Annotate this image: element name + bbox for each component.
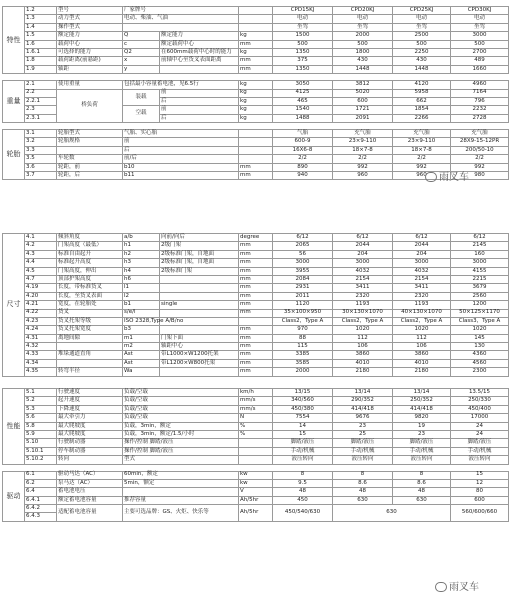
table-row: 4.7 顶部护架高度 h6 mm 2084 2154 2154 2215 xyxy=(3,275,509,283)
spec-table-dimensions xyxy=(2,233,509,377)
table-row: 5.10.1 停车制动器 操作/控制 脚踏/液压 手动/机械 手动/机械 手动/机械 手动/机械 xyxy=(3,447,509,455)
table-row: 5.9 最大爬坡度 负载，3min，额定/1.5/小时 % 15 25 23 24 xyxy=(3,430,509,438)
table-row: 6.4.1 额定蓄电池容量 推荐容量 Ah/5hr 450 630 630 600 xyxy=(3,496,509,504)
table-row: 2.3 空载 前 kg 1540 1721 1854 2232 xyxy=(3,106,509,114)
table-row: 4.32 m2 轴距中心 mm 115 106 106 130 xyxy=(3,343,509,351)
table-row: 4.4 标准起升高度 h3 2级标准门架，自地面 mm 3000 3000 3000 3000 xyxy=(3,259,509,267)
wechat-icon xyxy=(435,582,447,592)
table-row: 1.5 额定能力 Q 额定能力 kg 1500 2000 2500 3000 xyxy=(3,32,509,40)
model-cpd25kj: CPD25KJ xyxy=(393,7,451,15)
table-row: 4.31 离地间隙 m1 门架下面 mm 88 112 112 145 xyxy=(3,334,509,342)
table-row: 6.4.3 xyxy=(3,513,509,521)
table-row: 3.6 轮距，前 b10 mm 890 992 992 992 xyxy=(3,163,509,171)
table-row: 性能 5.1 行驶速度 负载/空载 km/h 13/15 13/14 13/14 13.5/15 xyxy=(3,389,509,397)
table-row: 4.33 堆垛通道直角 Ast 带L1000×W1200托架 mm 3385 3860 3860 4360 xyxy=(3,351,509,359)
table-row: 2.3.1 后 kg 1488 2091 2266 2728 xyxy=(3,114,509,122)
model-cpd15kj: CPD15KJ xyxy=(273,7,333,15)
table-row: 重量 2.1 使用重量 包括最小容量蓄电池，见6.5行 kg 3050 3812 4120 4960 xyxy=(3,81,509,89)
model-cpd20kj: CPD20KJ xyxy=(333,7,393,15)
table-row: 4.21 宽度，在轮胎处 b1 single mm 1120 1193 1193 1200 xyxy=(3,301,509,309)
table-row: 4.34 Ast 带L1200×W800托架 mm 3585 4010 4010 4560 xyxy=(3,359,509,367)
table-row: 4.5 门架高度，伸出 h4 2级标准门架 mm 3955 4032 4032 4155 xyxy=(3,267,509,275)
group-label-weight: 重量 xyxy=(3,81,25,123)
group-label-performance: 性能 xyxy=(3,389,25,465)
group-label-drive: 驱动 xyxy=(3,471,25,521)
table-row: 3.2 轮胎规格 前 600-9 23×9-110 23×9-110 28X9-15-12PR xyxy=(3,138,509,146)
spec-table-performance xyxy=(2,388,509,522)
group-label-tech: 特性 xyxy=(3,7,25,74)
table-row: 2.2 桥负荷 装载 前 kg 4125 5020 5958 7164 xyxy=(3,89,509,97)
table-row: 4.20 长度，至货叉表面 l2 mm 2011 2320 2320 2560 xyxy=(3,292,509,300)
table-row: 尺寸 4.1 倾斜角度 a/b 向前/向后 degree 6/12 6/12 6/12 6/12 xyxy=(3,234,509,242)
table-row: 4.24 货叉托架宽度 b3 mm 970 1020 1020 1020 xyxy=(3,326,509,334)
table-row: 特性 1.2 型号 厂家牌号 CPD15KJ CPD20KJ CPD25KJ CPD30KJ xyxy=(3,7,509,15)
table-row: 3.3 后 16X6-8 18×7-8 18×7-8 200/50-10 xyxy=(3,146,509,154)
table-row: 4.23 货叉托架等级 ISO 2328,Type A/B/no Class2，Type A Class2，Type A Class2，Type A Class3，Type A xyxy=(3,317,509,325)
table-row: 5.2 起升速度 负载/空载 mm/s 340/560 290/352 250/352 250/330 xyxy=(3,397,509,405)
table-row: 6.4 蓄电池电压 V 48 48 48 80 xyxy=(3,488,509,496)
table-row: 5.6 最大牵引力 负载/空载 N 7554 9676 9820 17000 xyxy=(3,414,509,422)
table-row: 6.4.2 适配蓄电池容量 主要可选品牌：GS、火炬、快乐等 Ah/5hr 450/540/630 630 560/600/660 xyxy=(3,505,509,513)
table-row: 5.3 下降速度 负载/空载 mm/s 450/380 414/418 414/418 450/400 xyxy=(3,405,509,413)
table-row: 驱动 6.1 驱动马达（AC） 60min，额定 kw 8 8 8 15 xyxy=(3,471,509,479)
table-row: 3.5 车轮数 前/后 2/2 2/2 2/2 2/2 xyxy=(3,155,509,163)
table-row: 5.10 行驶制动器 操作/控制 脚踏/液压 脚踏/液压 脚踏/液压 脚踏/液压 脚踏/液压 xyxy=(3,439,509,447)
wechat-icon xyxy=(425,172,437,182)
group-label-wheels: 轮胎 xyxy=(3,130,25,180)
table-row: 6.2 泵马达（AC） 5min，额定 kw 9.5 8.6 8.6 12 xyxy=(3,479,509,487)
table-row: 4.22 货叉 s/e/l mm 35×100×950 30×130×1070 40×130×1070 50×125×1170 xyxy=(3,309,509,317)
table-row: 4.35 转弯半径 Wa mm 2000 2180 2180 2300 xyxy=(3,368,509,376)
model-cpd30kj: CPD30KJ xyxy=(451,7,509,15)
table-row: 1.6.1 可选择的能力 Q2 在600mm载荷中心时的能力 kg 1350 1800 2250 2700 xyxy=(3,48,509,56)
watermark-top: 雨叉车 xyxy=(425,168,469,183)
table-row: 1.8 载荷距离(前悬距) x 前轴中心至货叉表面距离 mm 375 430 430 489 xyxy=(3,57,509,65)
table-row: 2.2.1 后 kg 465 600 662 796 xyxy=(3,97,509,105)
table-row: 4.19 长度，带标准货叉 l1 mm 2931 3411 3411 3679 xyxy=(3,284,509,292)
group-label-dimensions: 尺寸 xyxy=(3,234,25,377)
table-row: 5.10.2 转向 型式 液压转向 液压转向 液压转向 液压转向 xyxy=(3,456,509,464)
table-row: 1.9 轴距 y mm 1350 1448 1448 1660 xyxy=(3,65,509,73)
table-row: 轮胎 3.1 轮胎型式 气胎、实心胎 气胎 充气胎 充气胎 充气胎 xyxy=(3,130,509,138)
table-row: 4.2 门架高度（最低） h1 2级门架 mm 2065 2044 2044 2145 xyxy=(3,242,509,250)
table-row: 1.4 操作型式 坐驾 坐驾 坐驾 坐驾 xyxy=(3,23,509,31)
table-row: 4.3 标准自由起升 h2 2级标准门架，自地面 mm 56 204 204 160 xyxy=(3,250,509,258)
watermark-bottom: 雨叉车 xyxy=(435,578,479,593)
table-row: 5.8 最大爬坡度 负载，3min，额定 % 14 23 19 24 xyxy=(3,422,509,430)
table-row: 1.3 动力型式 电动、柴油、气油 电动 电动 电动 电动 xyxy=(3,15,509,23)
table-row: 1.6 载荷中心 c 额定载荷中心 mm 500 500 500 500 xyxy=(3,40,509,48)
table-row: 3.7 轮距，后 b11 mm 940 960 960 980 xyxy=(3,172,509,180)
spec-table-general xyxy=(2,6,509,180)
